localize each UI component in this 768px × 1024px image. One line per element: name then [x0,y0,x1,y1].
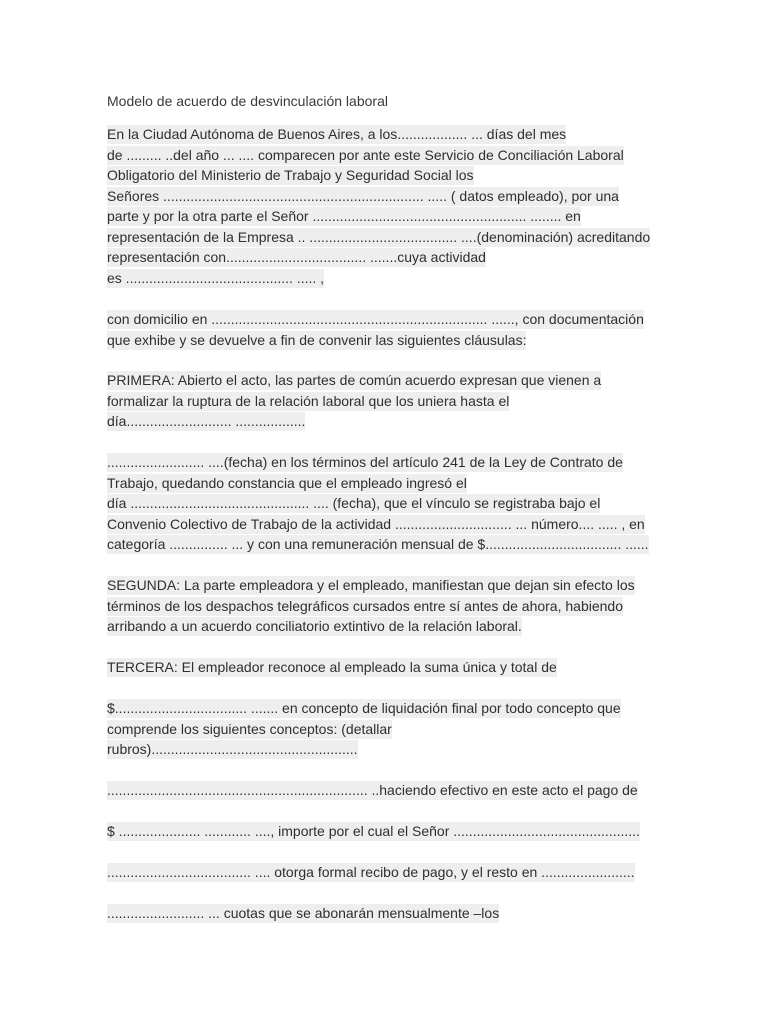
body-line [107,698,621,718]
body-line-text: con domicilio en ....................................................................... ......, con documentación [107,311,644,327]
body-line [107,657,557,677]
body-line-text: ..................................... .... otorga formal recibo de pago, y el resto en ........................ [107,864,635,880]
body-line [107,124,566,144]
body-line [107,739,358,759]
body-line [107,145,624,165]
body-line [107,903,499,923]
body-line [107,411,305,431]
body-line [107,862,635,882]
body-line [107,493,600,513]
body-line [107,596,623,616]
body-line-text: representación de la Empresa .. ...................................... ....(denominación) acreditando [107,229,651,245]
body-line [107,514,645,534]
body-line [107,575,635,595]
body-line-text: rubros)..................................................... [107,741,358,757]
body-line-text: arribando a un acuerdo conciliatorio extintivo de la relación laboral. [107,618,522,634]
body-line [107,268,324,288]
body-line [107,391,509,411]
body-line-text: $.................................. ....... en concepto de liquidación final por todo concepto que [107,700,621,716]
body-line [107,534,649,554]
body-line-text: ......................... ... cuotas que se abonarán mensualmente –los [107,905,500,921]
body-line [107,452,623,472]
body-line-text: día .............................................. .... (fecha), que el vínculo se registraba bajo el [107,495,601,511]
body-line-text: PRIMERA: Abierto el acto, las partes de común acuerdo expresan que vienen a [107,372,602,388]
body-line-text: Trabajo, quedando constancia que el empleado ingresó el [107,475,467,491]
document-title: Modelo de acuerdo de desvinculación laboral [107,93,388,109]
body-line [107,330,526,350]
body-line-text: formalizar la ruptura de la relación laboral que los uniera hasta el [107,393,510,409]
body-line-text: representación con.................................... .......cuya actividad [107,249,486,265]
body-line-text: términos de los despachos telegráficos cursados entre sí antes de ahora, habiendo [107,598,623,614]
body-line-text: ................................................................... ..haciendo efectivo en este acto el pago de [107,782,638,798]
body-line [107,247,486,267]
body-line [107,473,467,493]
body-line [107,370,601,390]
body-line-text: TERCERA: El empleador reconoce al empleado la suma única y total de [107,659,557,675]
body-line [107,719,392,739]
body-line-text: SEGUNDA: La parte empleadora y el empleado, manifiestan que dejan sin efecto los [107,577,635,593]
body-line-text: Señores ................................................................... ..... ( datos empleado), por una [107,188,619,204]
body-line [107,186,619,206]
body-line-text: Convenio Colectivo de Trabajo de la actividad .............................. ... número.... ..... , en [107,516,645,532]
body-line-text: día........................... .................. [107,413,306,429]
body-line-text: es ........................................... ..... , [107,270,325,286]
body-line [107,616,522,636]
body-line-text: parte y por la otra parte el Señor ....................................................... ........ en [107,208,581,224]
body-line [107,206,581,226]
body-line-text: que exhibe y se devuelve a fin de convenir las siguientes cláusulas: [107,332,527,348]
body-line-text: de ......... ..del año ... .... comparecen por ante este Servicio de Conciliación Laboral [107,147,624,163]
body-line [107,780,638,800]
body-line-text: En la Ciudad Autónoma de Buenos Aires, a los.................. ... días del mes [107,126,567,142]
body-line [107,309,644,329]
body-line-text: Obligatorio del Ministerio de Trabajo y Seguridad Social los [107,167,474,183]
body-line-text: categoría ............... ... y con una remuneración mensual de $................................... ...... [107,536,649,552]
body-line [107,821,640,841]
body-line [107,165,474,185]
body-line-text: comprende los siguientes conceptos: (detallar [107,721,392,737]
body-line-text: $ ..................... ............ ...., importe por el cual el Señor ................................................ [107,823,640,839]
body-line [107,227,650,247]
body-line-text: ......................... ....(fecha) en los términos del artículo 241 de la Ley de Contrato de [107,454,623,470]
